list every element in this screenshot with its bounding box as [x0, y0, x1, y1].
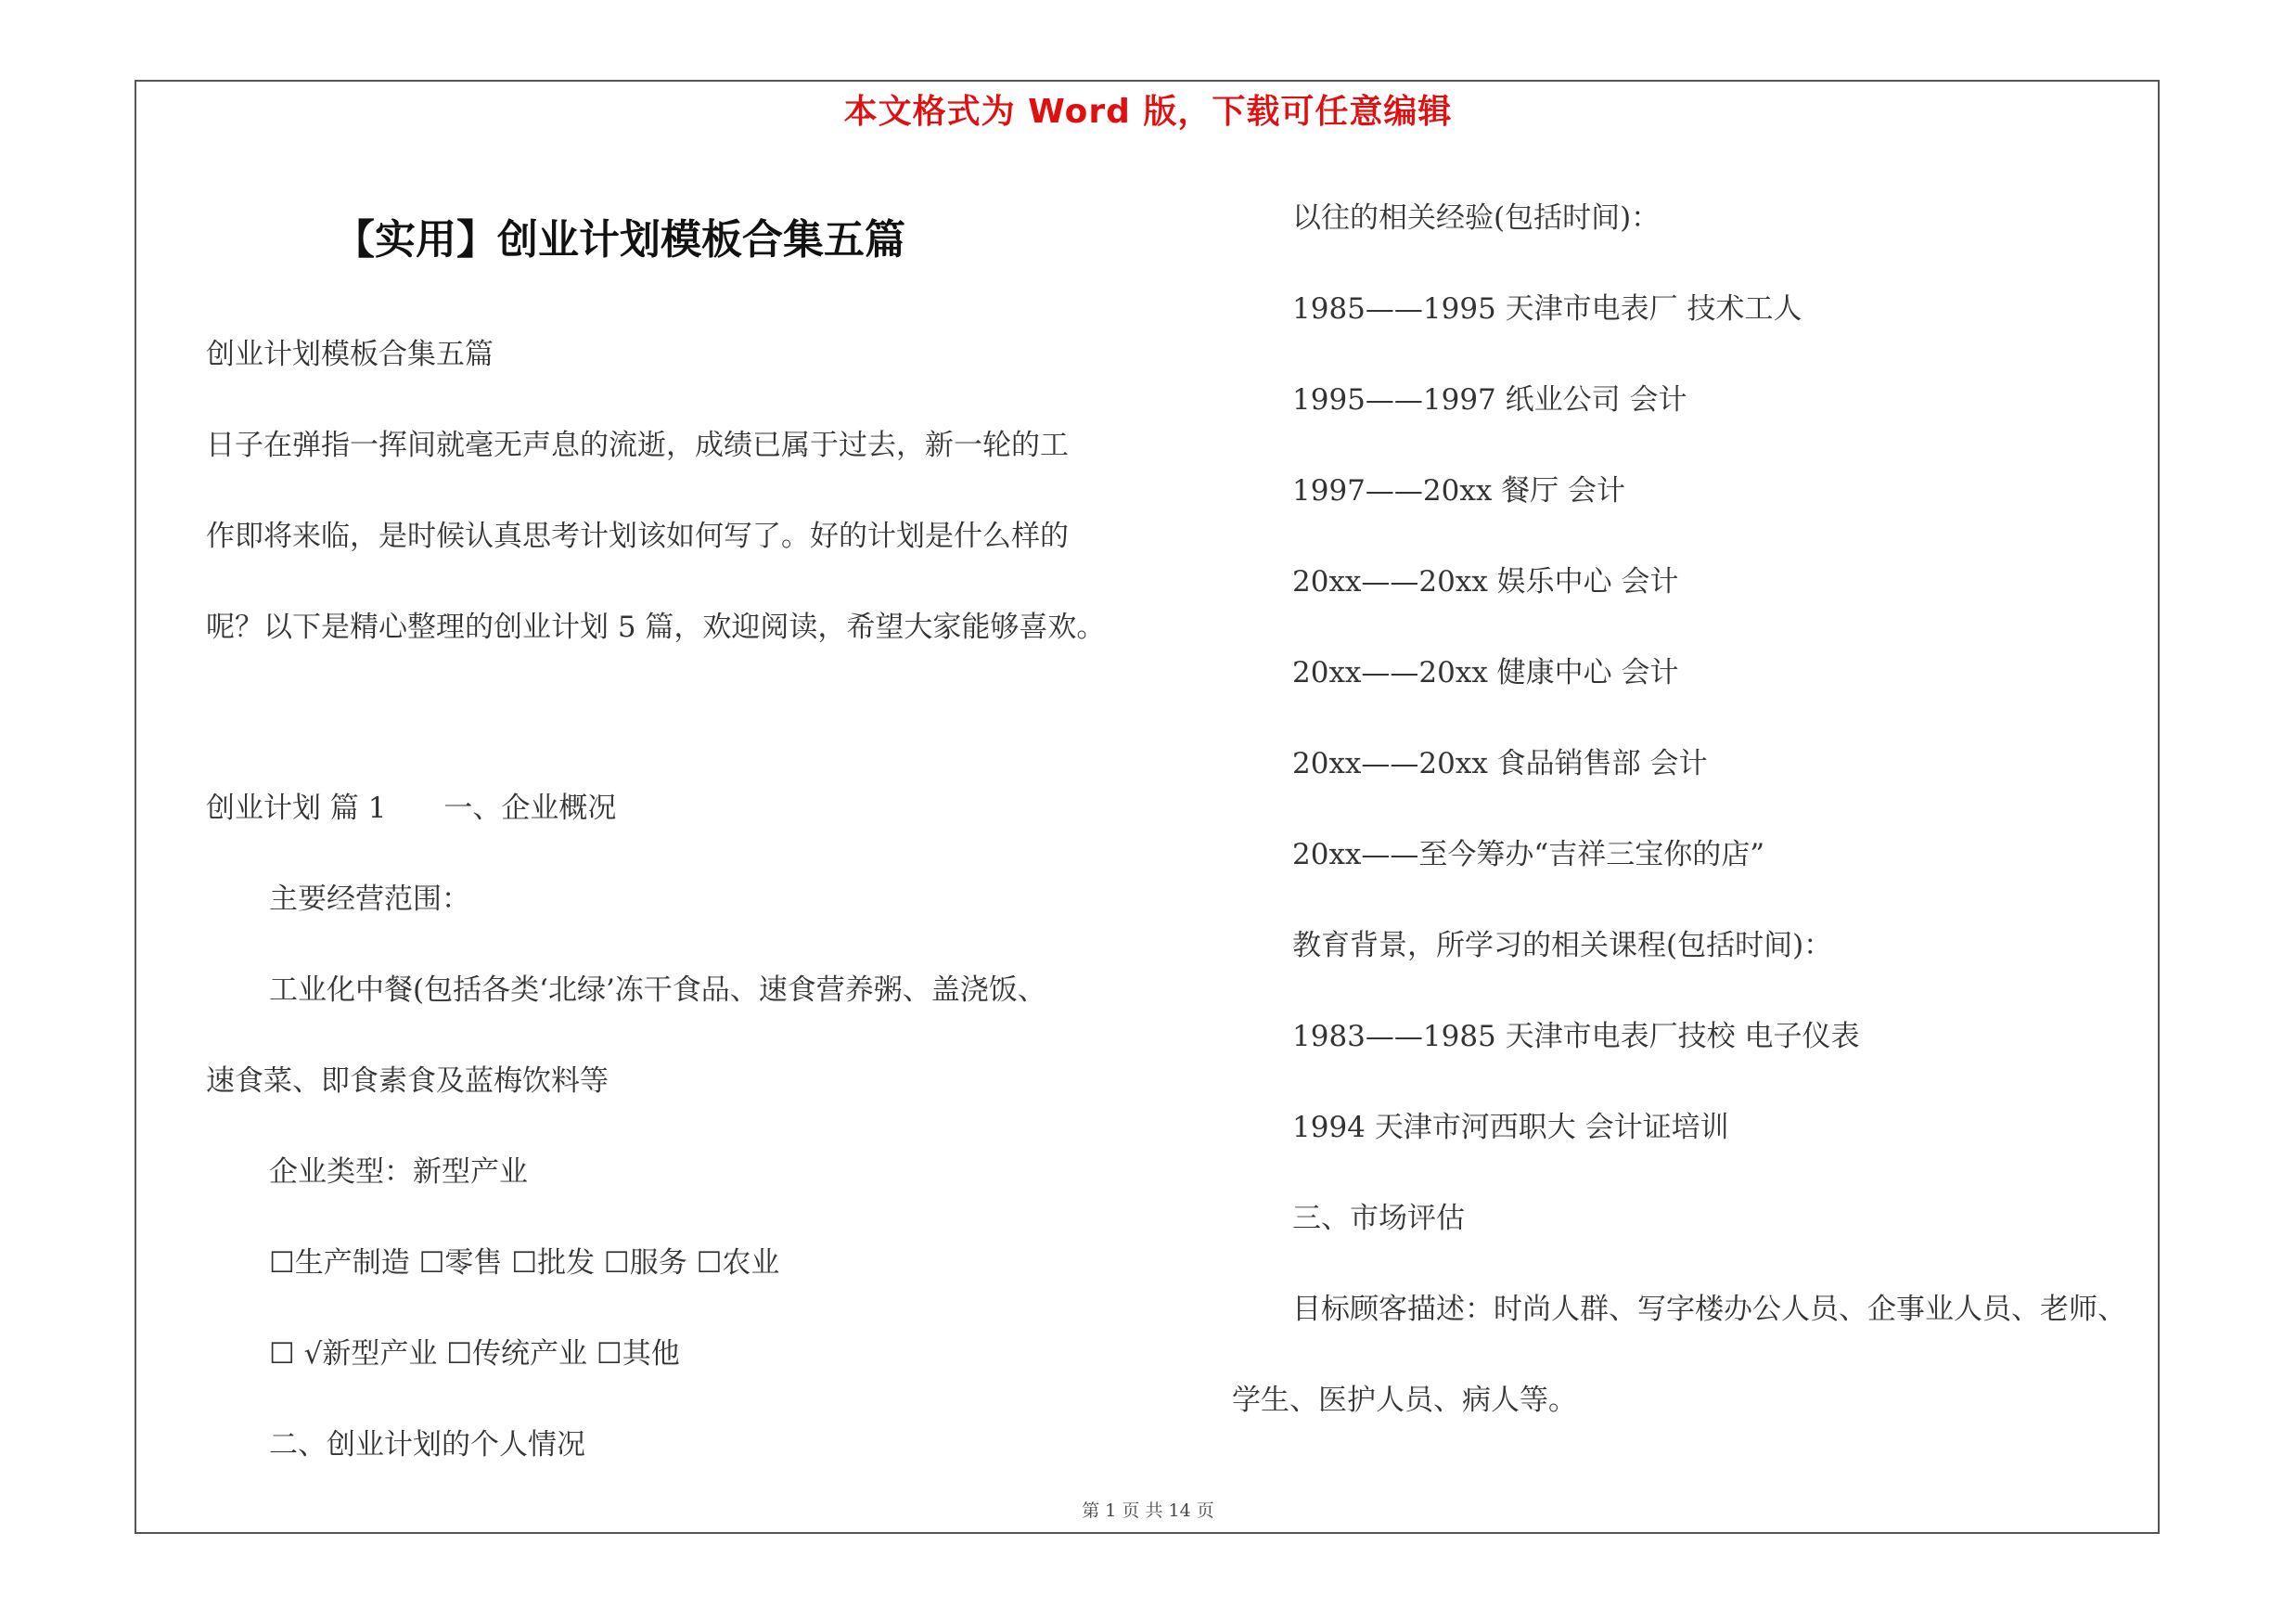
page-number: 第 1 页 共 14 页: [1082, 1501, 1214, 1521]
business-scope-label: 主要经营范围：: [269, 882, 470, 916]
experience-item: 20xx——20xx 娱乐中心 会计: [1292, 565, 1679, 599]
document-subtitle: 创业计划模板合集五篇: [206, 338, 494, 371]
enterprise-type: 企业类型：新型产业: [269, 1155, 528, 1189]
experience-item: 20xx——至今筹办“吉祥三宝你的店”: [1292, 838, 1765, 871]
business-scope-line-1: 工业化中餐(包括各类‘北绿’冻干食品、速食营养粥、盖浇饭、: [269, 973, 1046, 1007]
intro-line-1: 日子在弹指一挥间就毫无声息的流逝，成绩已属于过去，新一轮的工: [206, 429, 1069, 462]
section-heading-market: 三、市场评估: [1292, 1202, 1465, 1235]
education-heading: 教育背景，所学习的相关课程(包括时间)：: [1292, 929, 1833, 962]
target-customers-line-1: 目标顾客描述：时尚人群、写字楼办公人员、企事业人员、老师、: [1292, 1293, 2126, 1326]
intro-line-2: 作即将来临，是时候认真思考计划该如何写了。好的计划是什么样的: [206, 520, 1069, 553]
experience-item: 20xx——20xx 健康中心 会计: [1292, 656, 1679, 689]
document-title: 【实用】创业计划模板合集五篇: [334, 216, 905, 264]
business-scope-line-2: 速食菜、即食素食及蓝梅饮料等: [206, 1064, 609, 1098]
target-customers-line-2: 学生、医护人员、病人等。: [1232, 1384, 1577, 1417]
section-heading-personal: 二、创业计划的个人情况: [269, 1428, 585, 1462]
section-heading-plan-1: 创业计划 篇 1 一、企业概况: [206, 792, 617, 825]
experience-item: 1995——1997 纸业公司 会计: [1292, 383, 1687, 417]
industry-checkbox-row-2: ☐ √新型产业 ☐传统产业 ☐其他: [269, 1337, 680, 1371]
experience-item: 20xx——20xx 食品销售部 会计: [1292, 747, 1708, 780]
education-item: 1994 天津市河西职大 会计证培训: [1292, 1111, 1729, 1144]
education-item: 1983——1985 天津市电表厂技校 电子仪表: [1292, 1020, 1860, 1053]
intro-line-3: 呢？以下是精心整理的创业计划 5 篇，欢迎阅读，希望大家能够喜欢。: [206, 611, 1106, 644]
experience-item: 1997——20xx 餐厅 会计: [1292, 474, 1626, 508]
experience-item: 1985——1995 天津市电表厂 技术工人: [1292, 292, 1802, 326]
industry-checkbox-row-1: ☐生产制造 ☐零售 ☐批发 ☐服务 ☐农业: [269, 1246, 780, 1280]
editable-format-banner: 本文格式为 Word 版，下载可任意编辑: [843, 93, 1453, 131]
experience-heading: 以往的相关经验(包括时间)：: [1292, 201, 1661, 235]
